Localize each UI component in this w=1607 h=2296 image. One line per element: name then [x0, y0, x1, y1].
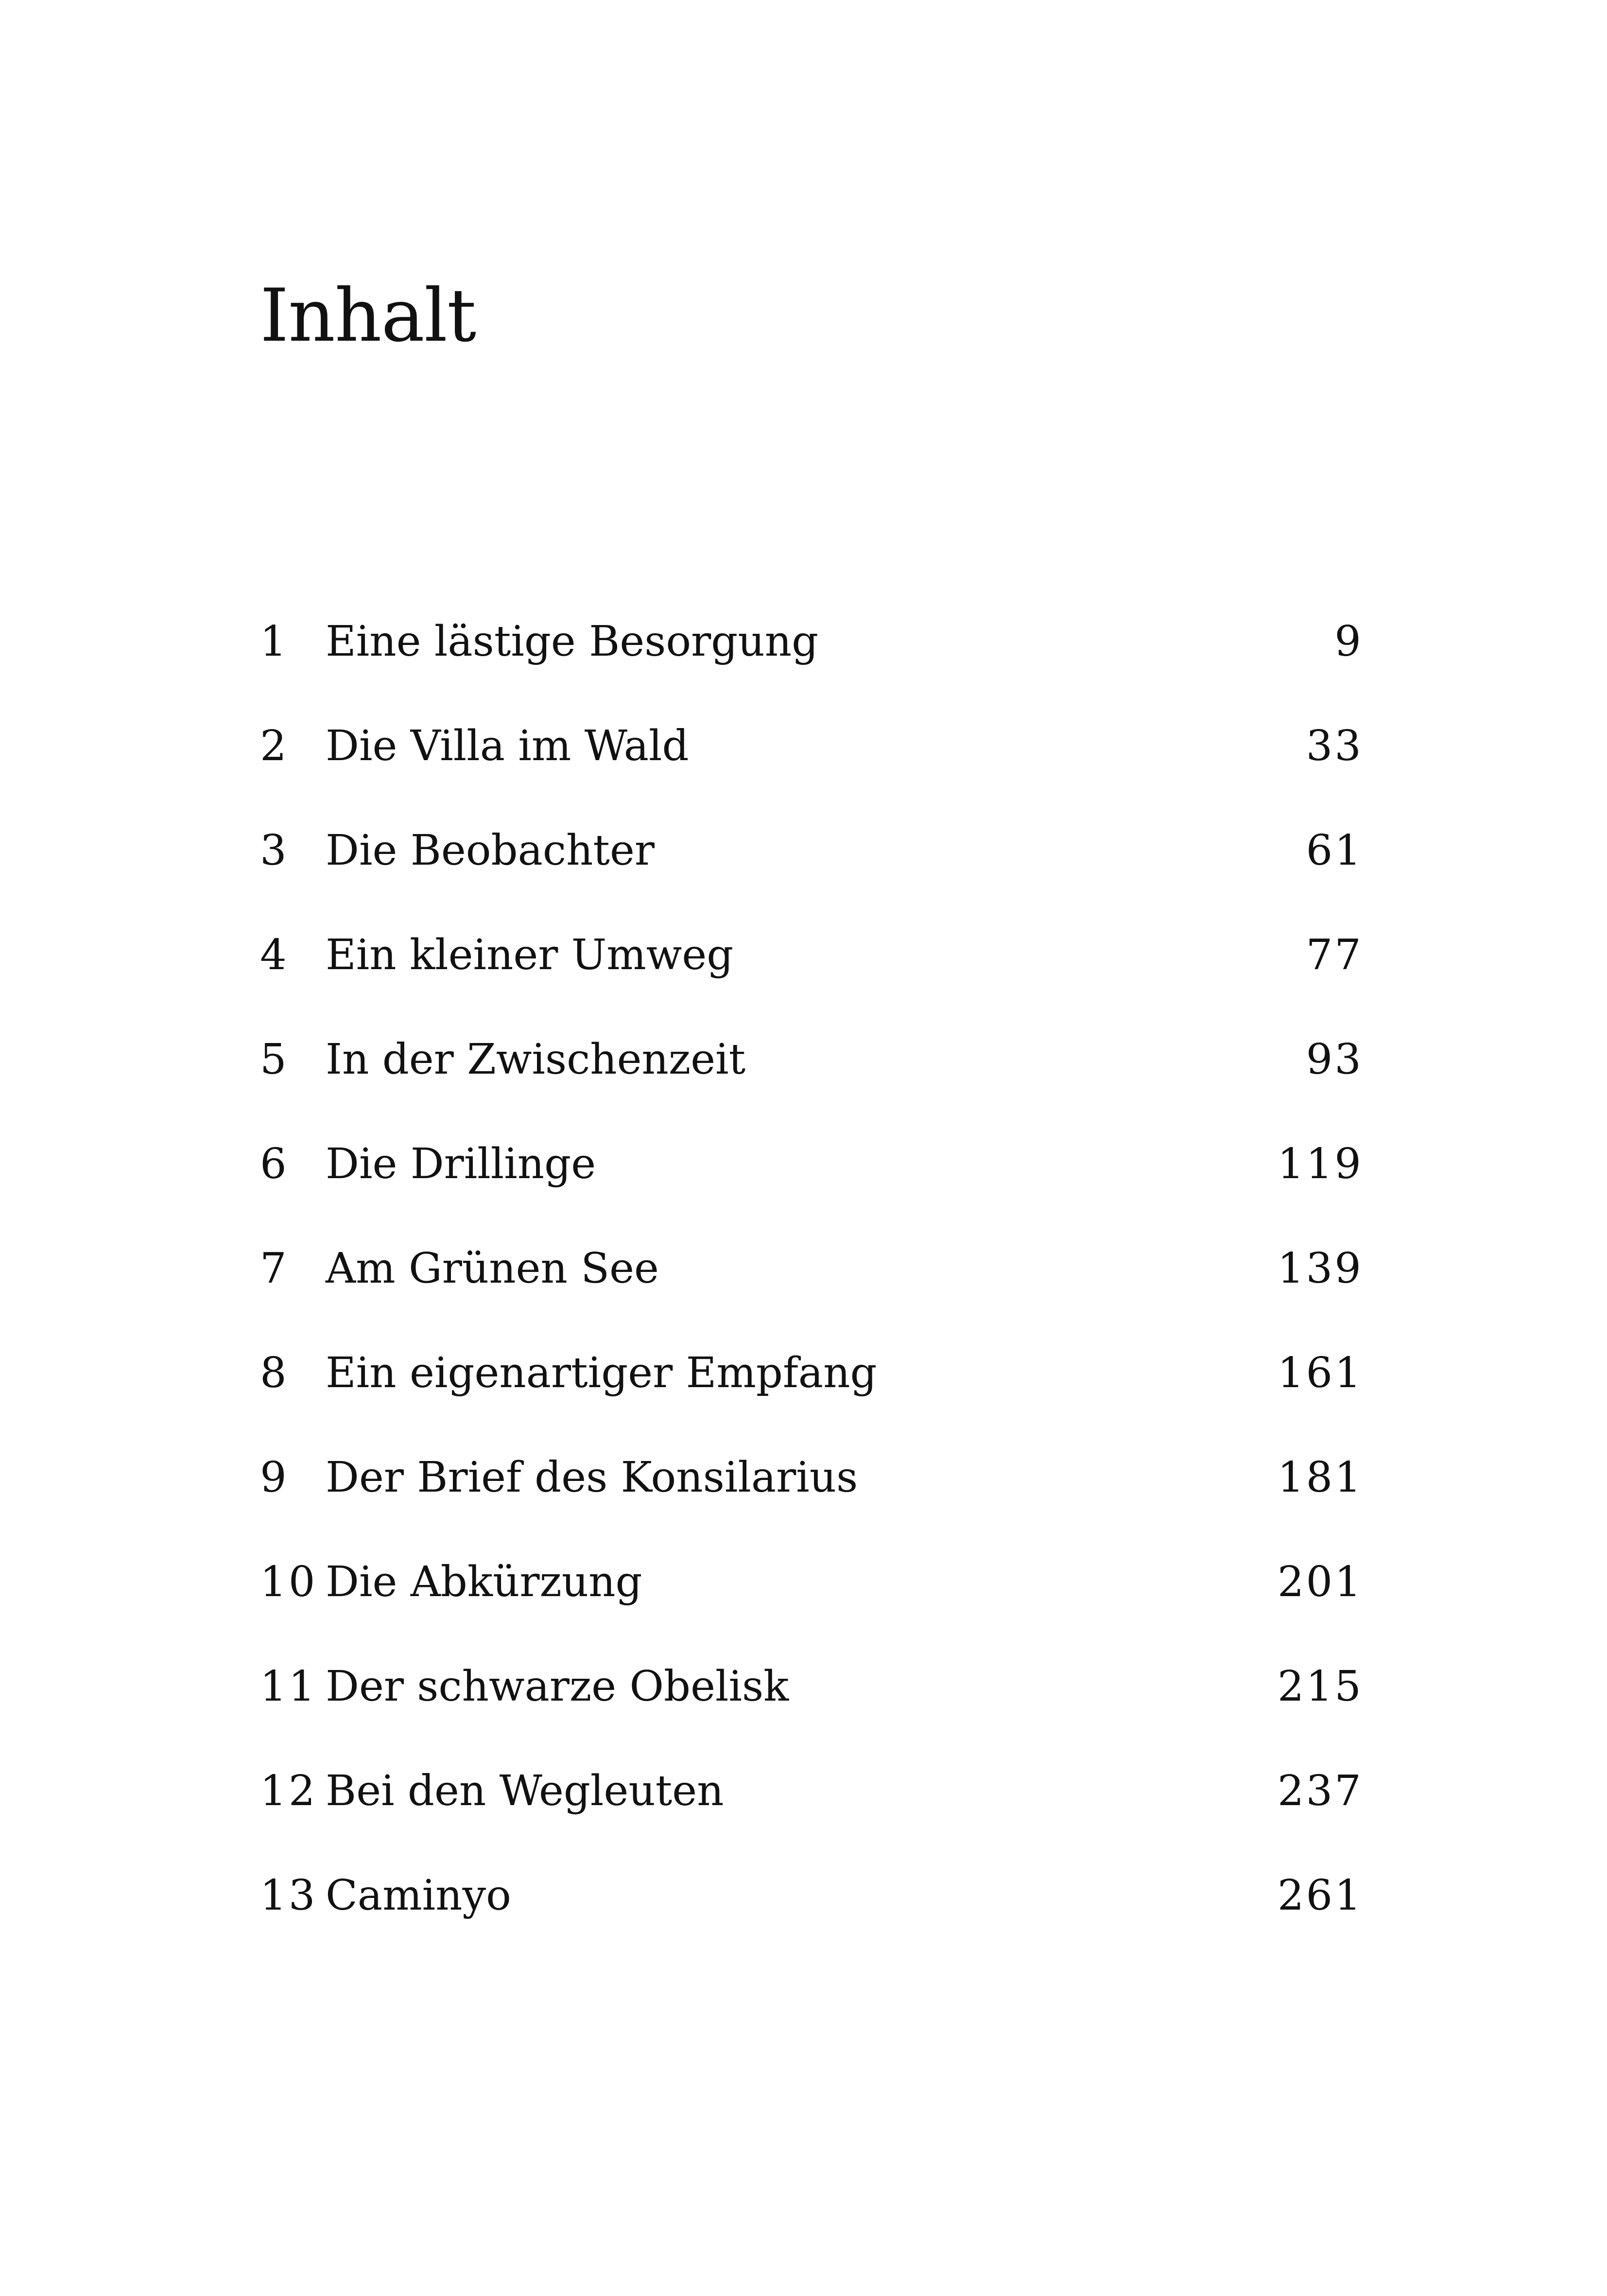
chapter-page-number: 9 [1334, 617, 1363, 666]
toc-entry[interactable] [260, 1448, 1363, 1553]
chapter-page-number: 139 [1277, 1244, 1363, 1293]
chapter-title: Ein kleiner Umweg [326, 931, 734, 979]
toc-entry[interactable] [260, 1239, 1363, 1344]
toc-entry[interactable] [260, 1762, 1363, 1866]
chapter-number: 11 [260, 1662, 317, 1711]
chapter-title: Eine lästige Besorgung [326, 617, 819, 666]
toc-entry[interactable] [260, 926, 1363, 1030]
toc-entry[interactable] [260, 1553, 1363, 1657]
toc-entry[interactable] [260, 1657, 1363, 1762]
chapter-page-number: 61 [1306, 826, 1363, 875]
chapter-title: Caminyo [326, 1871, 511, 1920]
chapter-number: 6 [260, 1140, 289, 1188]
toc-entry[interactable] [260, 717, 1363, 821]
chapter-title: Der Brief des Konsilarius [326, 1453, 858, 1502]
chapter-number: 12 [260, 1767, 317, 1815]
chapter-page-number: 161 [1277, 1349, 1363, 1397]
chapter-number: 8 [260, 1349, 289, 1397]
chapter-number: 3 [260, 826, 289, 875]
chapter-page-number: 181 [1277, 1453, 1363, 1502]
chapter-page-number: 261 [1277, 1871, 1363, 1920]
chapter-number: 7 [260, 1244, 289, 1293]
toc-entry[interactable] [260, 1866, 1363, 1971]
chapter-number: 5 [260, 1035, 289, 1084]
chapter-title: Die Beobachter [326, 826, 655, 875]
chapter-number: 1 [260, 617, 289, 666]
chapter-page-number: 237 [1277, 1767, 1363, 1815]
chapter-title: Bei den Wegleuten [326, 1767, 724, 1815]
chapter-title: Der schwarze Obelisk [326, 1662, 789, 1711]
toc-entry[interactable] [260, 612, 1363, 717]
chapter-page-number: 93 [1306, 1035, 1363, 1084]
chapter-number: 4 [260, 931, 289, 979]
chapter-title: Die Abkürzung [326, 1558, 642, 1606]
table-of-contents [260, 612, 1363, 1971]
toc-entry[interactable] [260, 1030, 1363, 1135]
chapter-title: Ein eigenartiger Empfang [326, 1349, 877, 1397]
page-title: Inhalt [260, 274, 476, 358]
chapter-title: Am Grünen See [326, 1244, 659, 1293]
chapter-title: Die Drillinge [326, 1140, 596, 1188]
chapter-number: 9 [260, 1453, 289, 1502]
chapter-number: 10 [260, 1558, 317, 1606]
chapter-title: Die Villa im Wald [326, 722, 689, 770]
toc-entry[interactable] [260, 1135, 1363, 1239]
chapter-page-number: 201 [1277, 1558, 1363, 1606]
chapter-page-number: 33 [1306, 722, 1363, 770]
chapter-number: 13 [260, 1871, 317, 1920]
chapter-page-number: 215 [1277, 1662, 1363, 1711]
chapter-page-number: 119 [1277, 1140, 1363, 1188]
chapter-page-number: 77 [1306, 931, 1363, 979]
chapter-title: In der Zwischenzeit [326, 1035, 746, 1084]
chapter-number: 2 [260, 722, 289, 770]
toc-entry[interactable] [260, 1344, 1363, 1448]
toc-entry[interactable] [260, 821, 1363, 926]
